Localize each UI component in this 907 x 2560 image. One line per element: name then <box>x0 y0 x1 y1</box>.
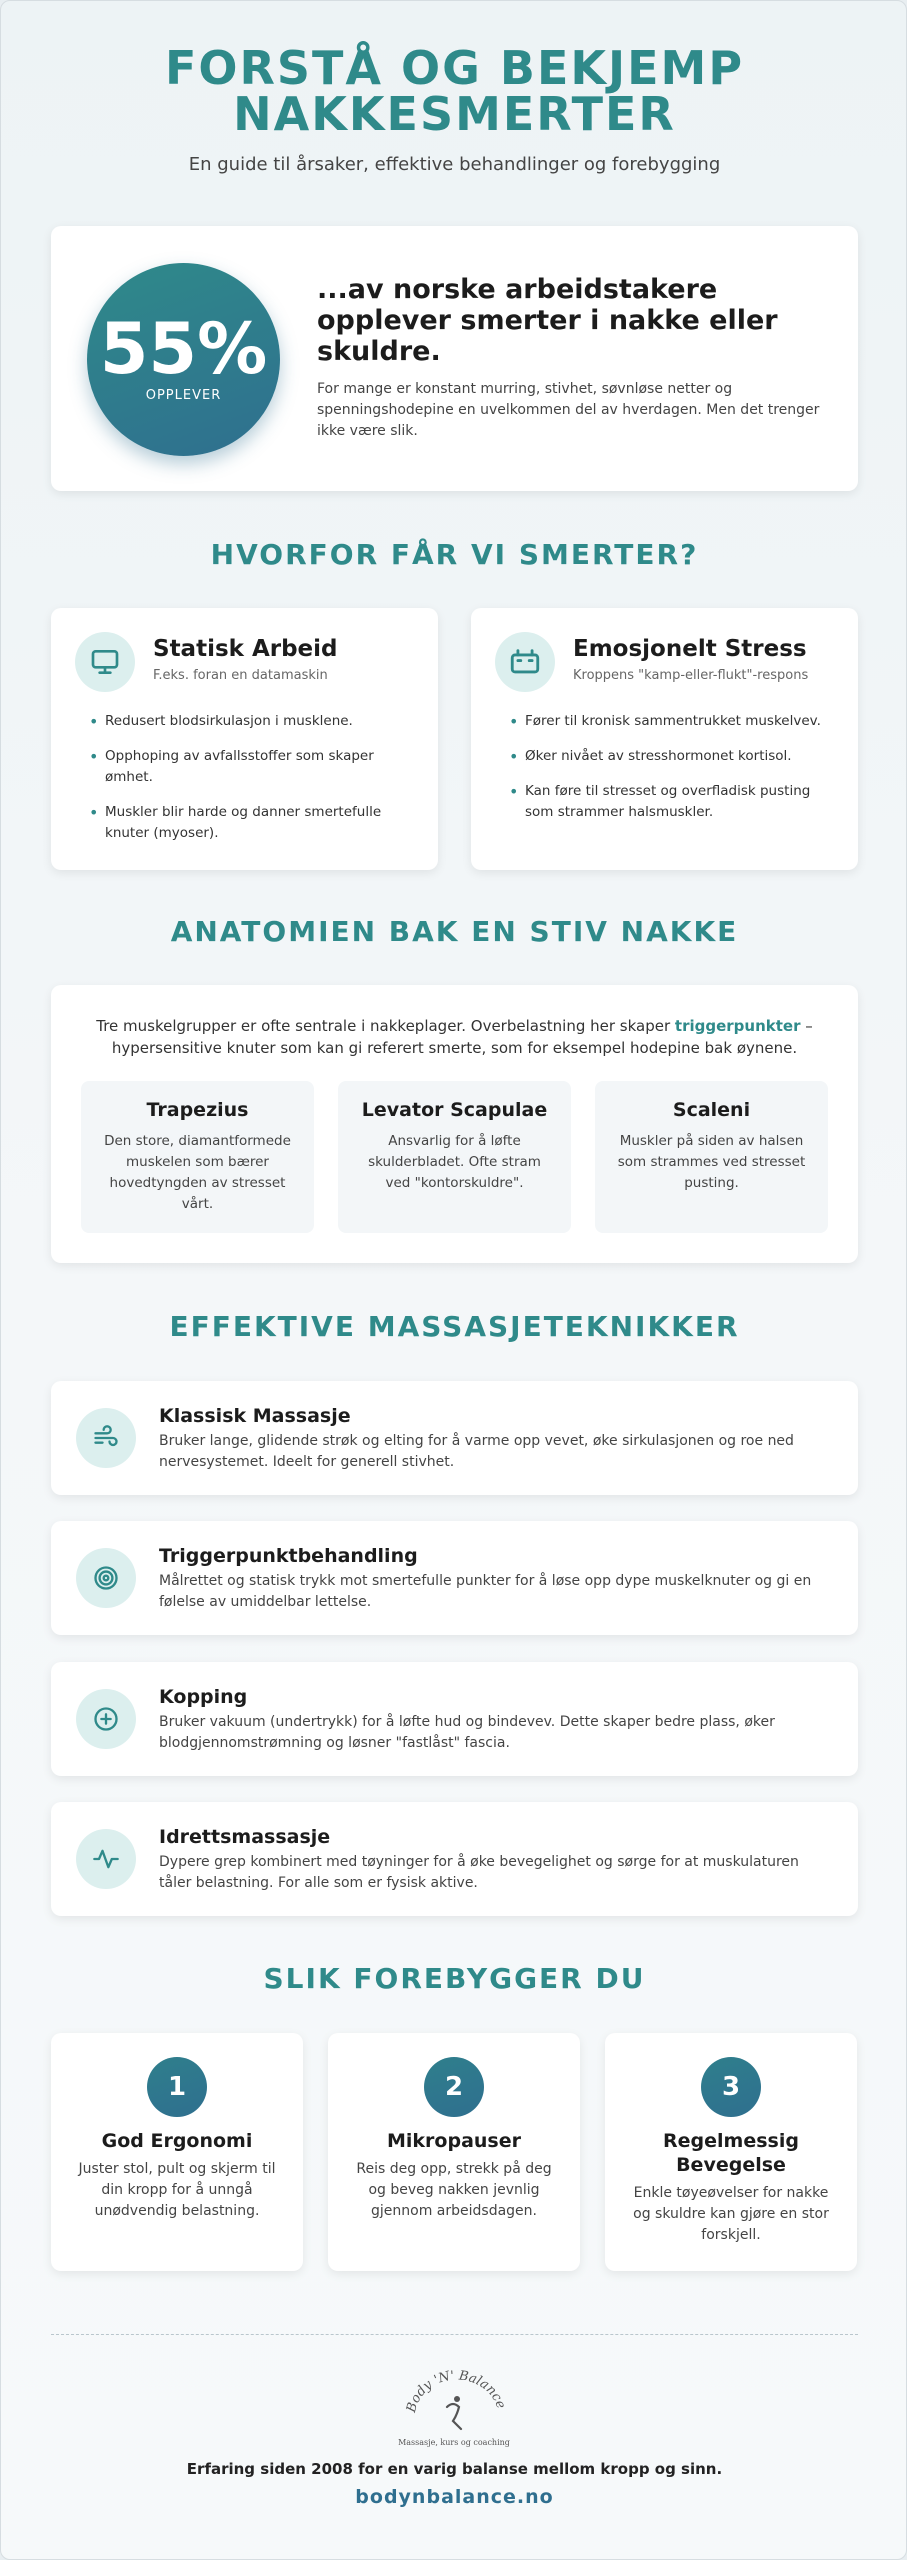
technique-description: Bruker vakuum (undertrykk) for å løfte hud og bindevev. Dette skaper bedre plass, øker blodgjennomstrømning og løsner "fastlåst" fascia. <box>159 1714 775 1751</box>
why-card-subtitle: Kroppens "kamp-eller-flukt"-respons <box>573 668 809 683</box>
stat-description: For mange er konstant murring, stivhet, søvnløse netter og spenningshodepine en uvelkommen del av hverdagen. Men det trenger ikke være slik. <box>317 381 820 439</box>
prevention-description: Reis deg opp, strekk på deg og beveg nakken jevnlig gjennom arbeidsdagen. <box>356 2161 552 2219</box>
prevention-description: Enkle tøyeøvelser for nakke og skuldre kan gjøre en stor forskjell. <box>633 2185 829 2243</box>
prevention-title: Regelmessig Bevegelse <box>663 2130 799 2176</box>
technique-title: Triggerpunktbehandling <box>159 1545 418 1567</box>
section-title-anatomy: ANATOMIEN BAK EN STIV NAKKE <box>170 915 739 948</box>
logo-tagline: Massasje, kurs og coaching <box>398 2438 510 2447</box>
section-title-why: HVORFOR FÅR VI SMERTER? <box>210 538 699 571</box>
list-item: • Øker nivået av stresshormonet kortisol. <box>509 746 829 767</box>
stat-value: 55% <box>99 308 268 390</box>
why-card-emotional-stress <box>471 608 858 870</box>
why-card-subtitle: F.eks. foran en datamaskin <box>153 668 328 683</box>
muscle-description: Ansvarlig for å løfte skulderbladet. Ofte stram ved "kontorskuldre". <box>368 1133 541 1191</box>
page-title <box>1 41 907 141</box>
page-title-line1: FORSTÅ OG BEKJEMP <box>164 41 745 95</box>
stat-headline: ...av norske arbeidstakere opplever smerter i nakke eller skuldre. <box>317 274 778 367</box>
list-item: • Fører til kronisk sammentrukket muskelvev. <box>509 711 829 732</box>
muscle-description: Muskler på siden av halsen som strammes ved stresset pusting. <box>617 1133 806 1191</box>
list-item: • Opphoping av avfallsstoffer som skaper ømhet. <box>89 746 409 788</box>
brand-logo <box>387 2369 522 2449</box>
page-subtitle: En guide til årsaker, effektive behandlinger og forebygging <box>188 154 721 175</box>
technique-description: Bruker lange, glidende strøk og elting for å varme opp vevet, øke sirkulasjonen og roe ned nervesystemet. Ideelt for generell stivhet. <box>159 1433 794 1470</box>
prevention-card-movement <box>605 2033 857 2271</box>
step-number-badge: 3 <box>701 2057 761 2117</box>
page-title-line2: NAKKESMERTER <box>233 87 676 141</box>
activity-icon <box>76 1829 136 1889</box>
anatomy-intro-text: Tre muskelgrupper er ofte sentrale i nakkeplager. Overbelastning her skaper <box>96 1017 675 1035</box>
step-number-badge: 1 <box>147 2057 207 2117</box>
technique-card-classic <box>51 1381 858 1495</box>
muscle-card-levator-scapulae <box>338 1081 571 1233</box>
website-link[interactable]: bodynbalance.no <box>355 2486 554 2508</box>
anatomy-intro-text-end: – hypersensitive knuter som kan gi referert smerte, som for eksempel hodepine bak øynene. <box>111 1017 813 1057</box>
plus-circle-icon <box>76 1689 136 1749</box>
prevention-description: Juster stol, pult og skjerm til din kropp for å unngå unødvendig belastning. <box>78 2161 276 2219</box>
stat-label: OPPLEVER <box>145 388 222 403</box>
footer-text: Erfaring siden 2008 for en varig balanse mellom kropp og sinn. <box>186 2460 723 2478</box>
anatomy-card <box>51 985 858 1263</box>
technique-card-sports <box>51 1802 858 1916</box>
list-item: • Kan føre til stresset og overfladisk pusting som strammer halsmuskler. <box>509 781 829 823</box>
stat-circle <box>87 263 280 456</box>
section-title-techniques: EFFEKTIVE MASSASJETEKNIKKER <box>169 1310 740 1343</box>
technique-title: Klassisk Massasje <box>159 1405 351 1427</box>
list-item: • Muskler blir harde og danner smertefulle knuter (myoser). <box>89 802 409 844</box>
logo-text: Body 'N' Balance <box>404 2369 509 2415</box>
target-icon <box>76 1548 136 1608</box>
monitor-icon <box>75 632 135 692</box>
list-item: • Redusert blodsirkulasjon i musklene. <box>89 711 409 732</box>
muscle-name: Trapezius <box>146 1099 249 1121</box>
technique-card-trigger-point <box>51 1521 858 1635</box>
technique-description: Målrettet og statisk trykk mot smertefulle punkter for å løse opp dype muskelknuter og gi en følelse av umiddelbar lettelse. <box>159 1573 812 1610</box>
footer-divider <box>51 2334 858 2335</box>
why-card-title: Emosjonelt Stress <box>573 636 807 662</box>
why-card-static-work <box>51 608 438 870</box>
muscle-card-trapezius <box>81 1081 314 1233</box>
prevention-card-ergonomics <box>51 2033 303 2271</box>
prevention-card-micropauses <box>328 2033 580 2271</box>
prevention-title: God Ergonomi <box>101 2130 253 2152</box>
muscle-description: Den store, diamantformede muskelen som bærer hovedtyngden av stresset vårt. <box>104 1133 291 1212</box>
why-card-list <box>509 711 829 837</box>
anatomy-intro <box>81 1015 828 1059</box>
why-card-title: Statisk Arbeid <box>153 636 338 662</box>
svg-text:Body 'N' Balance <box>404 2369 508 2415</box>
technique-card-cupping <box>51 1662 858 1776</box>
wind-icon <box>76 1408 136 1468</box>
prevention-title: Mikropauser <box>387 2130 521 2152</box>
muscle-name: Levator Scapulae <box>361 1099 548 1121</box>
muscle-card-scaleni <box>595 1081 828 1233</box>
muscle-name: Scaleni <box>672 1099 751 1121</box>
battery-stress-icon <box>495 632 555 692</box>
technique-description: Dypere grep kombinert med tøyninger for å øke bevegelighet og sørge for at muskulaturen tåler belastning. For alle som er fysisk aktive. <box>159 1854 799 1891</box>
why-card-list <box>89 711 409 858</box>
technique-title: Idrettsmassasje <box>159 1826 331 1848</box>
anatomy-intro-highlight: triggerpunkter <box>674 1017 801 1035</box>
technique-title: Kopping <box>159 1686 248 1708</box>
section-title-prevention: SLIK FOREBYGGER DU <box>263 1962 646 1995</box>
stat-card <box>51 226 858 491</box>
step-number-badge: 2 <box>424 2057 484 2117</box>
